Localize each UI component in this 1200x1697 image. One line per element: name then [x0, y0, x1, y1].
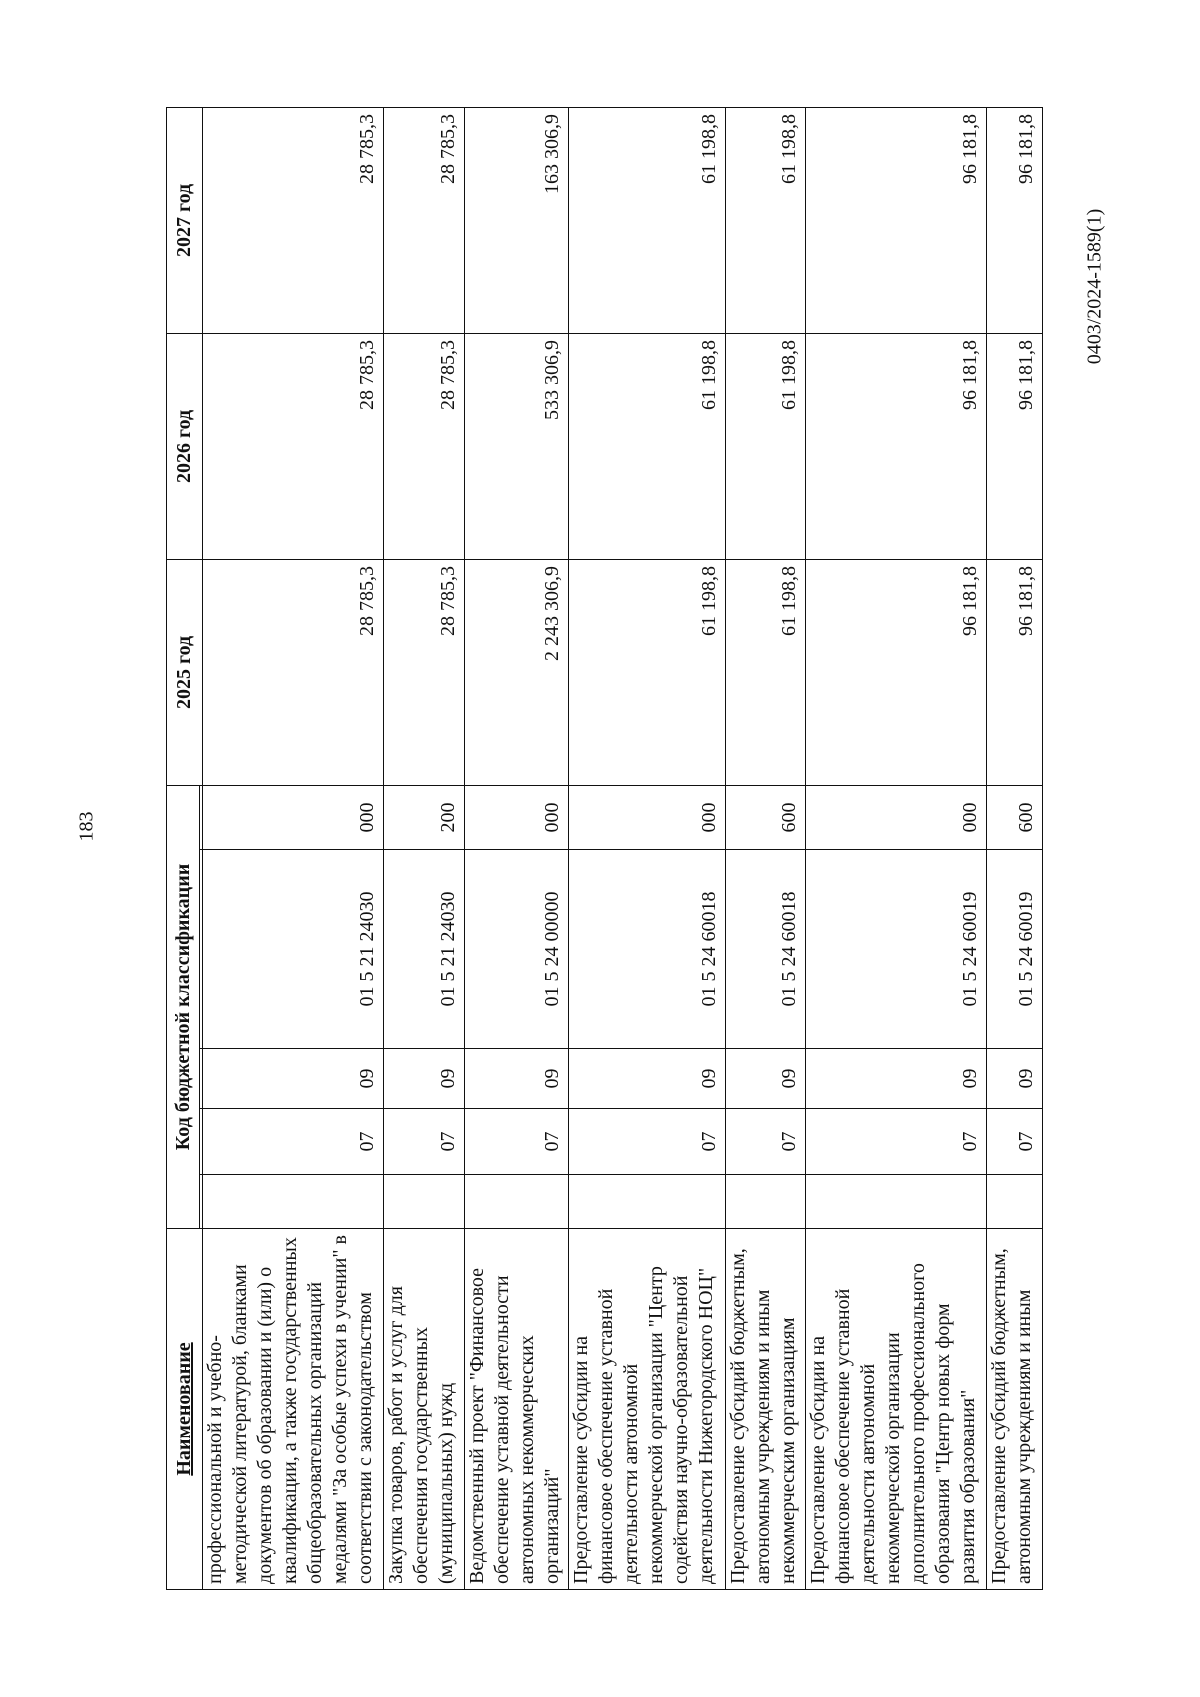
value-2027: 28 785,3	[203, 107, 384, 333]
value-2027: 96 181,8	[805, 107, 986, 333]
code-subsection: 09	[725, 1049, 805, 1109]
code-empty	[384, 1175, 464, 1229]
code-section: 07	[384, 1109, 464, 1175]
code-section: 07	[203, 1109, 384, 1175]
code-target: 01 5 21 24030	[384, 850, 464, 1049]
code-empty	[203, 1175, 384, 1229]
code-section: 07	[725, 1109, 805, 1175]
code-subsection: 09	[464, 1049, 568, 1109]
value-2025: 28 785,3	[384, 559, 464, 785]
table-row	[464, 107, 568, 1589]
code-subsection: 09	[805, 1049, 986, 1109]
value-2026: 96 181,8	[805, 333, 986, 559]
table-row	[203, 107, 384, 1589]
document-code: 0403/2024-1589(1)	[1083, 208, 1106, 365]
value-2025: 2 243 306,9	[464, 559, 568, 785]
code-expense-type: 200	[384, 785, 464, 849]
value-2026: 28 785,3	[384, 333, 464, 559]
code-target: 01 5 24 00000	[464, 850, 568, 1049]
value-2026: 61 198,8	[725, 333, 805, 559]
value-2026: 28 785,3	[203, 333, 384, 559]
code-empty	[805, 1175, 986, 1229]
code-target: 01 5 21 24030	[203, 850, 384, 1049]
row-name: профессиональной и учебно-методической литературой, бланками документов об образовании и (или) о квалификации, а также государственных общеобразовательных организаций медалями "За особые успехи в учении" в соответствии с законодательством	[203, 1229, 384, 1590]
code-empty	[987, 1175, 1043, 1229]
code-subsection: 09	[987, 1049, 1043, 1109]
row-name: Предоставление субсидии на финансовое обеспечение уставной деятельности автономной некоммерческой организации "Центр содействия научно-образовательной деятельности Нижегородского НОЦ"	[568, 1229, 725, 1590]
code-expense-type: 600	[987, 785, 1043, 849]
table-row	[987, 107, 1043, 1589]
value-2026: 61 198,8	[568, 333, 725, 559]
header-name: Наименование	[167, 1229, 203, 1590]
row-name: Предоставление субсидий бюджетным, автономным учреждениям и иным	[987, 1229, 1043, 1590]
page-number: 183	[75, 811, 98, 842]
code-empty	[464, 1175, 568, 1229]
row-name: Предоставление субсидий бюджетным, автономным учреждениям и иным некоммерческим организациям	[725, 1229, 805, 1590]
code-empty	[725, 1175, 805, 1229]
value-2027: 28 785,3	[384, 107, 464, 333]
code-section: 07	[568, 1109, 725, 1175]
code-target: 01 5 24 60019	[987, 850, 1043, 1049]
code-target: 01 5 24 60018	[568, 850, 725, 1049]
code-section: 07	[464, 1109, 568, 1175]
code-target: 01 5 24 60018	[725, 850, 805, 1049]
header-2026: 2026 год	[167, 333, 203, 559]
code-empty	[568, 1175, 725, 1229]
budget-table	[166, 107, 1043, 1590]
code-expense-type: 000	[203, 785, 384, 849]
code-expense-type: 000	[464, 785, 568, 849]
value-2027: 96 181,8	[987, 107, 1043, 333]
value-2025: 61 198,8	[568, 559, 725, 785]
code-expense-type: 600	[725, 785, 805, 849]
code-subsection: 09	[568, 1049, 725, 1109]
value-2025: 28 785,3	[203, 559, 384, 785]
code-subsection: 09	[203, 1049, 384, 1109]
table-row	[568, 107, 725, 1589]
row-name: Закупка товаров, работ и услуг для обеспечения государственных (муниципальных) нужд	[384, 1229, 464, 1590]
code-subsection: 09	[384, 1049, 464, 1109]
value-2025: 96 181,8	[987, 559, 1043, 785]
value-2026: 96 181,8	[987, 333, 1043, 559]
table-row	[805, 107, 986, 1589]
rotated-table-wrapper	[166, 108, 1043, 1590]
value-2027: 163 306,9	[464, 107, 568, 333]
row-name: Ведомственный проект "Финансовое обеспечение уставной деятельности автономных некоммерческих организаций"	[464, 1229, 568, 1590]
header-row	[167, 107, 200, 1589]
row-name: Предоставление субсидии на финансовое обеспечение уставной деятельности автономной некоммерческой организации дополнительного профессионального образования "Центр новых форм развития образования"	[805, 1229, 986, 1590]
value-2025: 61 198,8	[725, 559, 805, 785]
header-2025: 2025 год	[167, 559, 203, 785]
value-2027: 61 198,8	[568, 107, 725, 333]
code-expense-type: 000	[568, 785, 725, 849]
code-expense-type: 000	[805, 785, 986, 849]
code-target: 01 5 24 60019	[805, 850, 986, 1049]
table-row	[725, 107, 805, 1589]
code-section: 07	[805, 1109, 986, 1175]
value-2025: 96 181,8	[805, 559, 986, 785]
value-2026: 533 306,9	[464, 333, 568, 559]
header-2027: 2027 год	[167, 107, 203, 333]
value-2027: 61 198,8	[725, 107, 805, 333]
table-row	[384, 107, 464, 1589]
header-code: Код бюджетной классификации	[167, 785, 200, 1228]
code-section: 07	[987, 1109, 1043, 1175]
